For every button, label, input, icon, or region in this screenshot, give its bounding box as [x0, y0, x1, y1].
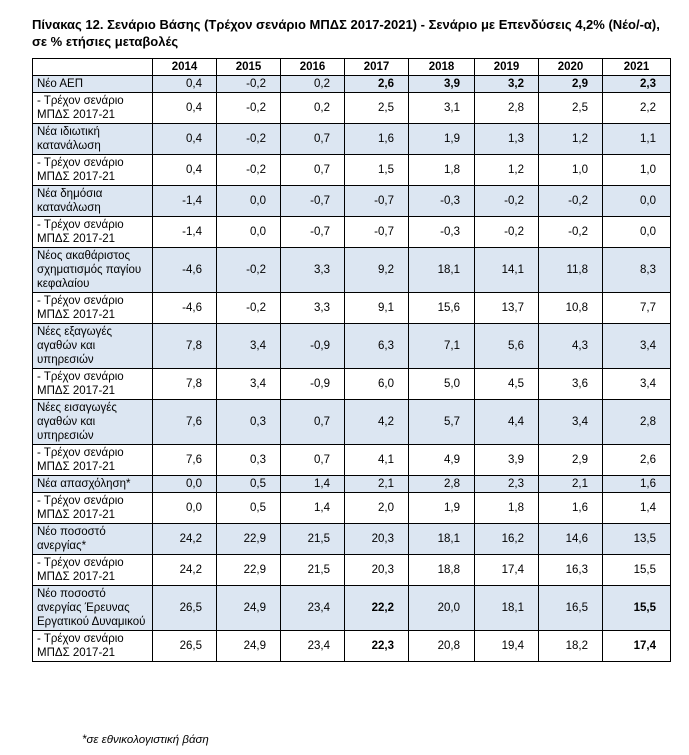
value-cell: -0,9: [281, 369, 345, 400]
value-cell: 15,5: [603, 586, 671, 631]
value-cell: 2,6: [603, 445, 671, 476]
header-cell-label: [33, 59, 153, 76]
row-label: Νέες εξαγωγές αγαθών και υπηρεσιών: [33, 324, 153, 369]
value-cell: 0,3: [217, 445, 281, 476]
value-cell: 16,5: [539, 586, 603, 631]
value-cell: 0,4: [153, 124, 217, 155]
header-cell-year: 2019: [475, 59, 539, 76]
value-cell: 17,4: [475, 555, 539, 586]
value-cell: 17,4: [603, 631, 671, 662]
value-cell: 2,3: [475, 476, 539, 493]
value-cell: 5,0: [409, 369, 475, 400]
value-cell: 9,2: [345, 248, 409, 293]
table-row: [33, 400, 671, 445]
table-row: [33, 631, 671, 662]
value-cell: 0,3: [217, 400, 281, 445]
value-cell: 1,1: [603, 124, 671, 155]
value-cell: 16,3: [539, 555, 603, 586]
value-cell: -0,7: [281, 186, 345, 217]
value-cell: 20,3: [345, 524, 409, 555]
value-cell: 1,3: [475, 124, 539, 155]
value-cell: 1,2: [475, 155, 539, 186]
table-row: [33, 476, 671, 493]
value-cell: 0,5: [217, 476, 281, 493]
value-cell: 3,4: [539, 400, 603, 445]
value-cell: -0,2: [217, 248, 281, 293]
table-row: [33, 555, 671, 586]
value-cell: 1,0: [603, 155, 671, 186]
header-cell-year: 2014: [153, 59, 217, 76]
value-cell: 2,5: [345, 93, 409, 124]
data-table: [32, 58, 671, 662]
value-cell: -0,2: [539, 217, 603, 248]
value-cell: 14,1: [475, 248, 539, 293]
value-cell: 2,8: [475, 93, 539, 124]
value-cell: 20,3: [345, 555, 409, 586]
value-cell: 1,8: [475, 493, 539, 524]
value-cell: -0,7: [281, 217, 345, 248]
value-cell: 1,4: [603, 493, 671, 524]
value-cell: 2,9: [539, 76, 603, 93]
value-cell: -0,2: [217, 155, 281, 186]
value-cell: 1,0: [539, 155, 603, 186]
value-cell: 1,4: [281, 476, 345, 493]
header-cell-year: 2018: [409, 59, 475, 76]
value-cell: 2,3: [603, 76, 671, 93]
value-cell: 23,4: [281, 631, 345, 662]
row-label: Νέο ποσοστό ανεργίας*: [33, 524, 153, 555]
value-cell: 3,4: [603, 369, 671, 400]
value-cell: 7,8: [153, 324, 217, 369]
table-row: [33, 369, 671, 400]
value-cell: -0,7: [345, 217, 409, 248]
table-row: [33, 524, 671, 555]
table-row: [33, 586, 671, 631]
value-cell: 3,3: [281, 293, 345, 324]
row-label: Νέος ακαθάριστος σχηματισμός παγίου κεφαλαίου: [33, 248, 153, 293]
value-cell: -1,4: [153, 217, 217, 248]
value-cell: 22,2: [345, 586, 409, 631]
row-label: - Τρέχον σενάριο ΜΠΔΣ 2017-21: [33, 493, 153, 524]
value-cell: 11,8: [539, 248, 603, 293]
value-cell: -0,7: [345, 186, 409, 217]
value-cell: -0,9: [281, 324, 345, 369]
value-cell: 26,5: [153, 631, 217, 662]
value-cell: 7,8: [153, 369, 217, 400]
value-cell: 22,9: [217, 555, 281, 586]
row-label: - Τρέχον σενάριο ΜΠΔΣ 2017-21: [33, 369, 153, 400]
value-cell: 1,5: [345, 155, 409, 186]
value-cell: 9,1: [345, 293, 409, 324]
table-row: [33, 293, 671, 324]
table-row: [33, 155, 671, 186]
value-cell: 0,0: [603, 186, 671, 217]
value-cell: 0,7: [281, 124, 345, 155]
row-label: - Τρέχον σενάριο ΜΠΔΣ 2017-21: [33, 445, 153, 476]
row-label: Νέο ποσοστό ανεργίας Έρευνας Εργατικού Δυναμικού: [33, 586, 153, 631]
value-cell: 21,5: [281, 524, 345, 555]
value-cell: 4,3: [539, 324, 603, 369]
value-cell: 14,6: [539, 524, 603, 555]
value-cell: 3,1: [409, 93, 475, 124]
value-cell: 1,9: [409, 493, 475, 524]
value-cell: -0,2: [217, 76, 281, 93]
value-cell: 24,9: [217, 631, 281, 662]
value-cell: 2,6: [345, 76, 409, 93]
value-cell: 18,1: [475, 586, 539, 631]
value-cell: 0,7: [281, 445, 345, 476]
table-body: [33, 76, 671, 662]
value-cell: 1,6: [539, 493, 603, 524]
value-cell: -4,6: [153, 293, 217, 324]
value-cell: 2,5: [539, 93, 603, 124]
value-cell: 3,3: [281, 248, 345, 293]
value-cell: 15,6: [409, 293, 475, 324]
row-label: - Τρέχον σενάριο ΜΠΔΣ 2017-21: [33, 155, 153, 186]
row-label: - Τρέχον σενάριο ΜΠΔΣ 2017-21: [33, 217, 153, 248]
value-cell: 18,1: [409, 248, 475, 293]
value-cell: -0,2: [475, 217, 539, 248]
value-cell: 4,5: [475, 369, 539, 400]
value-cell: 18,8: [409, 555, 475, 586]
row-label: - Τρέχον σενάριο ΜΠΔΣ 2017-21: [33, 293, 153, 324]
table-row: [33, 217, 671, 248]
table-row: [33, 93, 671, 124]
value-cell: 4,1: [345, 445, 409, 476]
header-cell-year: 2016: [281, 59, 345, 76]
value-cell: 7,7: [603, 293, 671, 324]
value-cell: 10,8: [539, 293, 603, 324]
value-cell: 0,2: [281, 93, 345, 124]
value-cell: 3,4: [217, 369, 281, 400]
table-row: [33, 248, 671, 293]
value-cell: 4,4: [475, 400, 539, 445]
row-label: Νέα απασχόληση*: [33, 476, 153, 493]
value-cell: 0,0: [153, 476, 217, 493]
row-label: Νέα ιδιωτική κατανάλωση: [33, 124, 153, 155]
value-cell: 7,6: [153, 400, 217, 445]
value-cell: -0,3: [409, 186, 475, 217]
value-cell: 8,3: [603, 248, 671, 293]
value-cell: 3,6: [539, 369, 603, 400]
value-cell: -4,6: [153, 248, 217, 293]
table-row: [33, 186, 671, 217]
value-cell: 2,0: [345, 493, 409, 524]
value-cell: 13,5: [603, 524, 671, 555]
value-cell: 2,1: [345, 476, 409, 493]
value-cell: 2,9: [539, 445, 603, 476]
value-cell: 3,4: [217, 324, 281, 369]
value-cell: -0,2: [539, 186, 603, 217]
table-row: [33, 324, 671, 369]
header-cell-year: 2017: [345, 59, 409, 76]
value-cell: 3,9: [409, 76, 475, 93]
value-cell: 7,6: [153, 445, 217, 476]
value-cell: 0,0: [217, 217, 281, 248]
value-cell: 6,3: [345, 324, 409, 369]
header-cell-year: 2015: [217, 59, 281, 76]
value-cell: -0,2: [217, 293, 281, 324]
value-cell: 5,6: [475, 324, 539, 369]
footnote: *σε εθνικολογιστική βάση: [82, 734, 209, 746]
value-cell: 1,9: [409, 124, 475, 155]
value-cell: 19,4: [475, 631, 539, 662]
value-cell: 4,2: [345, 400, 409, 445]
row-label: Νέες εισαγωγές αγαθών και υπηρεσιών: [33, 400, 153, 445]
header-cell-year: 2020: [539, 59, 603, 76]
table-row: [33, 76, 671, 93]
value-cell: 3,2: [475, 76, 539, 93]
value-cell: 5,7: [409, 400, 475, 445]
value-cell: 3,9: [475, 445, 539, 476]
value-cell: 4,9: [409, 445, 475, 476]
value-cell: 0,4: [153, 93, 217, 124]
value-cell: 18,1: [409, 524, 475, 555]
value-cell: 20,8: [409, 631, 475, 662]
value-cell: 0,5: [217, 493, 281, 524]
value-cell: 0,0: [603, 217, 671, 248]
value-cell: 0,0: [217, 186, 281, 217]
value-cell: 20,0: [409, 586, 475, 631]
value-cell: 2,8: [603, 400, 671, 445]
value-cell: -1,4: [153, 186, 217, 217]
row-label: - Τρέχον σενάριο ΜΠΔΣ 2017-21: [33, 631, 153, 662]
value-cell: -0,2: [217, 124, 281, 155]
value-cell: 18,2: [539, 631, 603, 662]
table-row: [33, 493, 671, 524]
value-cell: 24,2: [153, 555, 217, 586]
value-cell: 1,6: [345, 124, 409, 155]
table-row: [33, 445, 671, 476]
value-cell: 2,1: [539, 476, 603, 493]
row-label: - Τρέχον σενάριο ΜΠΔΣ 2017-21: [33, 555, 153, 586]
value-cell: -0,3: [409, 217, 475, 248]
value-cell: 0,0: [153, 493, 217, 524]
value-cell: 1,4: [281, 493, 345, 524]
value-cell: 26,5: [153, 586, 217, 631]
row-label: Νέα δημόσια κατανάλωση: [33, 186, 153, 217]
value-cell: 0,7: [281, 155, 345, 186]
value-cell: 0,4: [153, 76, 217, 93]
row-label: - Τρέχον σενάριο ΜΠΔΣ 2017-21: [33, 93, 153, 124]
value-cell: 7,1: [409, 324, 475, 369]
table-title: Πίνακας 12. Σενάριο Βάσης (Τρέχον σενάριο ΜΠΔΣ 2017-2021) - Σενάριο με Επενδύσεις 4,2% (Νέο/-α), σε % ετήσιες μεταβολές: [32, 17, 660, 49]
value-cell: -0,2: [217, 93, 281, 124]
value-cell: 1,6: [603, 476, 671, 493]
value-cell: 24,9: [217, 586, 281, 631]
value-cell: 2,2: [603, 93, 671, 124]
value-cell: 23,4: [281, 586, 345, 631]
value-cell: 13,7: [475, 293, 539, 324]
value-cell: 1,8: [409, 155, 475, 186]
table-row: [33, 124, 671, 155]
header-cell-year: 2021: [603, 59, 671, 76]
value-cell: 3,4: [603, 324, 671, 369]
value-cell: 2,8: [409, 476, 475, 493]
value-cell: 0,4: [153, 155, 217, 186]
value-cell: 22,3: [345, 631, 409, 662]
value-cell: 15,5: [603, 555, 671, 586]
value-cell: 0,2: [281, 76, 345, 93]
value-cell: 0,7: [281, 400, 345, 445]
value-cell: 21,5: [281, 555, 345, 586]
value-cell: 16,2: [475, 524, 539, 555]
row-label: Νέο ΑΕΠ: [33, 76, 153, 93]
value-cell: 6,0: [345, 369, 409, 400]
value-cell: -0,2: [475, 186, 539, 217]
value-cell: 22,9: [217, 524, 281, 555]
value-cell: 24,2: [153, 524, 217, 555]
header-row: [33, 59, 671, 76]
value-cell: 1,2: [539, 124, 603, 155]
